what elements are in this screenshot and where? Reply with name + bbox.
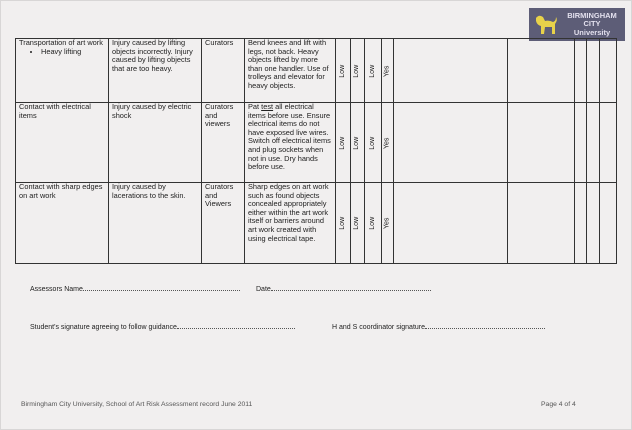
date-label: Date <box>256 286 271 293</box>
risk-cell: Injury caused by lacerations to the skin. <box>109 183 202 264</box>
student-signature-label: Student's signature agreeing to follow guidance <box>30 324 177 331</box>
risk-assessment-table <box>15 38 617 264</box>
table-row <box>16 39 617 103</box>
student-signature-field[interactable] <box>30 322 295 331</box>
date-field[interactable] <box>256 284 431 293</box>
table-row <box>16 103 617 183</box>
who-cell: Curators and Viewers <box>202 183 245 264</box>
rating-cell <box>382 183 394 264</box>
rating-cell <box>351 183 365 264</box>
rating-2: Low <box>353 217 361 230</box>
hazard-cell <box>16 39 109 103</box>
rating-cell <box>351 103 365 183</box>
controls-text: test <box>261 102 274 111</box>
rating-cell <box>382 39 394 103</box>
rating-cell <box>336 103 351 183</box>
rating-cell <box>365 103 382 183</box>
empty-cell <box>508 183 575 264</box>
rating-cell <box>336 183 351 264</box>
empty-cell <box>600 183 617 264</box>
empty-cell <box>600 103 617 183</box>
assessor-label: Assessors Name <box>30 286 83 293</box>
empty-cell <box>508 103 575 183</box>
controls-cell <box>245 103 336 183</box>
rating-cell <box>351 39 365 103</box>
rating-cell <box>382 103 394 183</box>
controls-cell: Sharp edges on art work such as found objects concealed appropriately either within the art work itself or barriers around art work created with using electrical tape. <box>245 183 336 264</box>
empty-cell <box>575 103 587 183</box>
hazard-cell: Contact with electrical items <box>16 103 109 183</box>
who-cell: Curators and viewers <box>202 103 245 183</box>
rating-2: Low <box>353 136 361 150</box>
rating-2: Low <box>353 64 361 78</box>
table-row <box>16 183 617 264</box>
hazard-bullet: • Heavy lifting <box>41 48 105 57</box>
empty-cell <box>394 183 508 264</box>
rating-1: Low <box>338 136 346 150</box>
hazard-cell: Contact with sharp edges on art work <box>16 183 109 264</box>
rating-1: Low <box>338 64 346 78</box>
risk-cell: Injury caused by electric shock <box>109 103 202 183</box>
lion-icon <box>533 12 559 38</box>
empty-cell <box>394 39 508 103</box>
rating-cell <box>365 39 382 103</box>
rating-3: Low <box>368 64 376 78</box>
empty-cell <box>575 39 587 103</box>
controls-cell: Bend knees and lift with legs, not back. Heavy objects lifted by more than one handler. Use of trolleys and elevator for heavy objects. <box>245 39 336 103</box>
rating-3: Low <box>368 136 376 150</box>
empty-cell <box>575 183 587 264</box>
logo-line-1: BIRMINGHAM <box>567 10 617 20</box>
rating-4: Yes <box>383 217 391 230</box>
page-number: Page 4 of 4 <box>541 401 576 408</box>
rating-4: Yes <box>383 137 391 149</box>
logo-line-3: University <box>573 27 611 37</box>
who-cell: Curators <box>202 39 245 103</box>
footer-text: Birmingham City University, School of Art Risk Assessment record June 2011 <box>21 401 253 408</box>
controls-text: Pat <box>248 102 262 111</box>
hazard-text: Transportation of art work <box>19 38 103 47</box>
empty-cell <box>587 39 600 103</box>
rating-1: Low <box>338 217 346 230</box>
rating-cell <box>365 183 382 264</box>
empty-cell <box>587 103 600 183</box>
empty-cell <box>587 183 600 264</box>
empty-cell <box>600 39 617 103</box>
logo-line-2: CITY <box>583 19 601 29</box>
empty-cell <box>508 39 575 103</box>
rating-4: Yes <box>383 65 391 77</box>
university-logo <box>529 8 625 41</box>
rating-cell <box>336 39 351 103</box>
coordinator-signature-field[interactable] <box>332 322 545 331</box>
risk-cell: Injury caused by lifting objects incorrectly. Injury caused by lifting objects that are too heavy. <box>109 39 202 103</box>
empty-cell <box>394 103 508 183</box>
assessor-name-field[interactable] <box>30 284 240 293</box>
rating-3: Low <box>368 217 376 230</box>
controls-text: all electrical items before use. Ensure electrical items do not have exposed live wires. Switch off electrical items and plug sockets when not in use. Dry hands before use. <box>248 102 331 172</box>
coordinator-signature-label: H and S coordinator signature <box>332 324 425 331</box>
